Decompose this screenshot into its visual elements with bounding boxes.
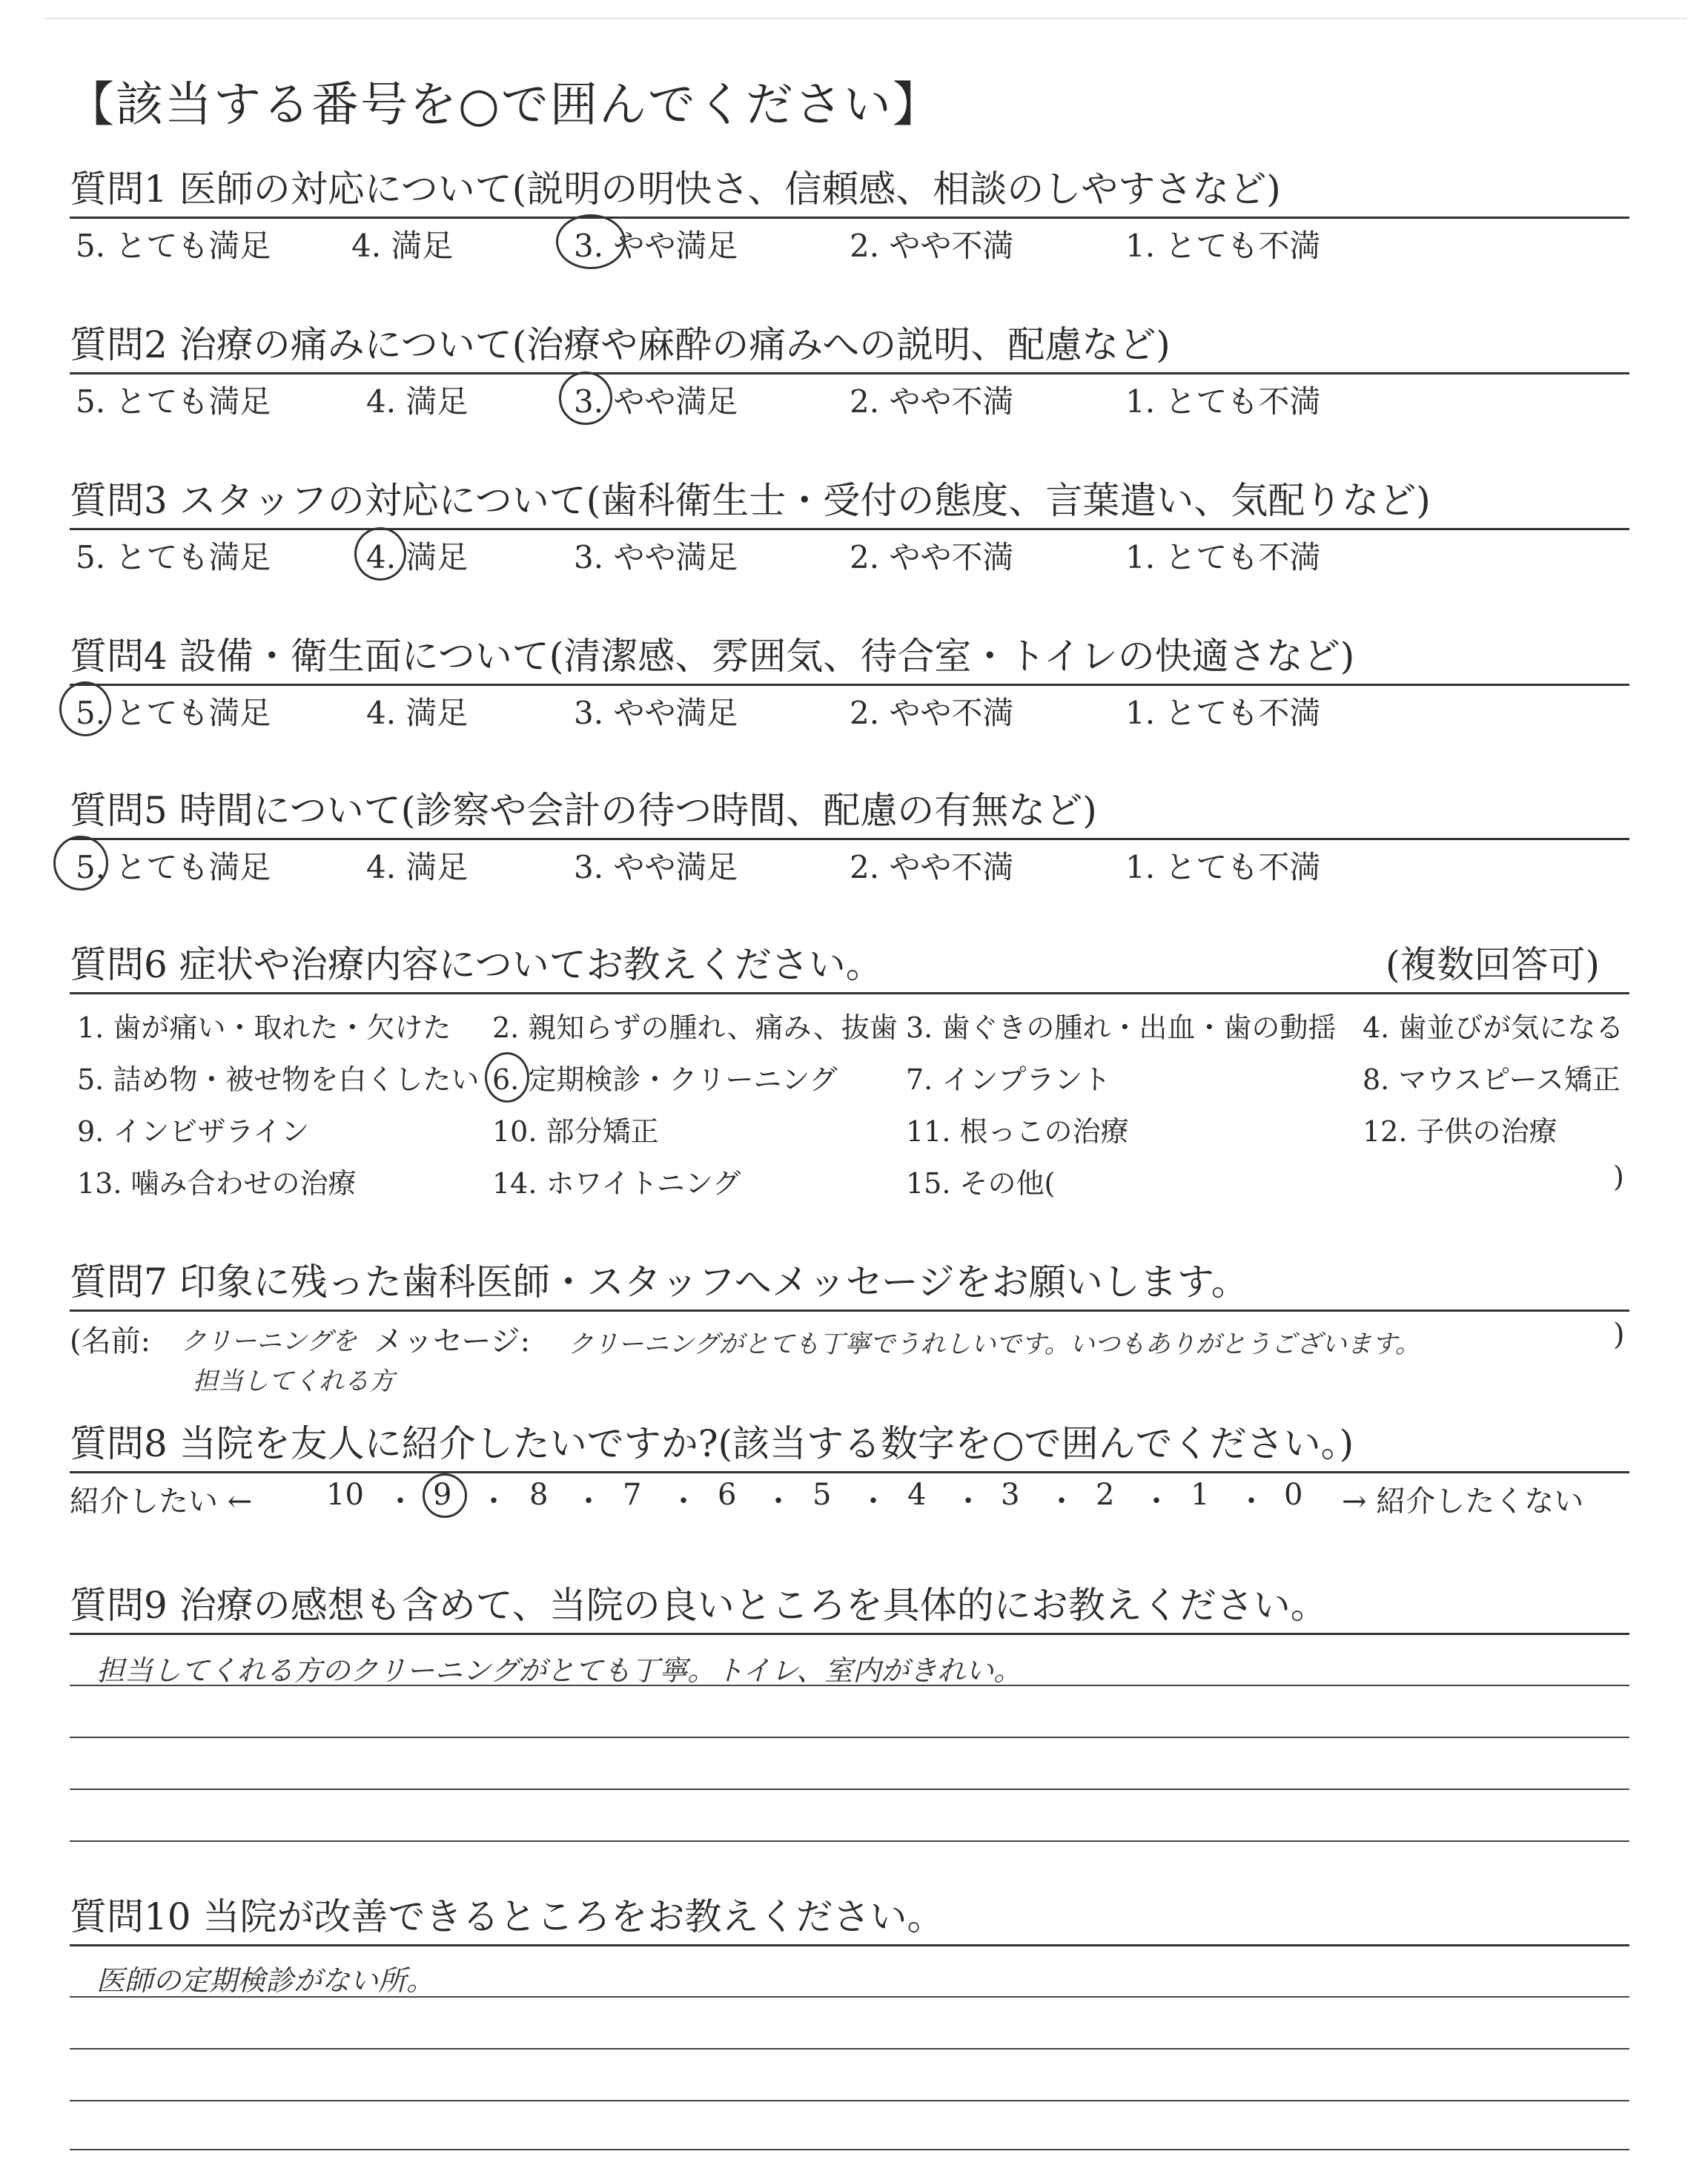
question-7-title: 質問7 印象に残った歯科医師・スタッフへメッセージをお願いします。 [70, 1261, 1248, 1304]
symptom-10[interactable]: 10. 部分矯正 [492, 1115, 659, 1148]
question-10-title: 質問10 当院が改善できるところをお教えください。 [70, 1895, 944, 1938]
scale-9[interactable]: 9 [433, 1478, 452, 1512]
question-7 [70, 1255, 1629, 1401]
scale-left-label: 紹介したい ← [70, 1484, 253, 1519]
scale-separator: ・ [385, 1484, 415, 1519]
option-4[interactable]: 4. 満足 [366, 695, 469, 731]
message-area [70, 1312, 1629, 1401]
good-points-answer[interactable]: 担当してくれる方のクリーニングがとても丁寧。トイレ、室内がきれい。 [96, 1654, 1022, 1687]
scale-separator: ・ [1142, 1484, 1171, 1519]
recommend-scale [70, 1473, 1629, 1521]
symptom-options [70, 994, 1629, 1209]
rule [70, 1633, 1629, 1635]
option-3[interactable]: 3. やや満足 [574, 383, 738, 420]
symptom-12[interactable]: 12. 子供の治療 [1363, 1115, 1558, 1148]
symptom-9[interactable]: 9. インビザライン [77, 1115, 310, 1148]
scale-separator: ・ [953, 1484, 983, 1519]
answer-line [70, 2149, 1629, 2150]
selection-circle [53, 836, 108, 891]
scale-separator: ・ [669, 1484, 698, 1519]
scale-5[interactable]: 5 [812, 1478, 832, 1512]
scale-separator: ・ [1047, 1484, 1076, 1519]
option-1[interactable]: 1. とても不満 [1125, 228, 1321, 264]
answer-line [70, 1996, 1629, 1998]
form-title: 【該当する番号を○で囲んでください】 [67, 78, 941, 133]
symptom-8[interactable]: 8. マウスピース矯正 [1363, 1063, 1621, 1096]
scale-separator: ・ [764, 1484, 793, 1519]
question-1-title: 質問1 医師の対応について(説明の明快さ、信頼感、相談のしやすさなど) [70, 168, 1281, 211]
option-2[interactable]: 2. やや不満 [850, 228, 1014, 264]
scale-4[interactable]: 4 [907, 1478, 927, 1512]
symptom-1[interactable]: 1. 歯が痛い・取れた・欠けた [77, 1011, 451, 1044]
question-5 [70, 783, 1629, 888]
symptom-5[interactable]: 5. 詰め物・被せ物を白くしたい [77, 1063, 480, 1096]
symptom-4[interactable]: 4. 歯並びが気になる [1363, 1011, 1624, 1044]
scale-separator: ・ [858, 1484, 888, 1519]
scale-8[interactable]: 8 [529, 1478, 549, 1512]
top-border [44, 18, 1687, 19]
question-2-options [70, 374, 1629, 422]
option-2[interactable]: 2. やや不満 [850, 539, 1014, 575]
question-2 [70, 317, 1629, 422]
scale-6[interactable]: 6 [718, 1478, 737, 1512]
symptom-15[interactable]: 15. その他( [906, 1167, 1056, 1200]
question-5-options [70, 840, 1629, 888]
answer-line [70, 2100, 1629, 2101]
option-5[interactable]: 5. とても満足 [76, 695, 271, 731]
option-3[interactable]: 3. やや満足 [574, 539, 738, 575]
selection-circle [423, 1473, 467, 1518]
option-5[interactable]: 5. とても満足 [76, 849, 271, 885]
scale-separator: ・ [479, 1484, 509, 1519]
option-5[interactable]: 5. とても満足 [76, 228, 271, 264]
selection-circle [556, 214, 626, 269]
option-1[interactable]: 1. とても不満 [1125, 539, 1321, 575]
scale-1[interactable]: 1 [1191, 1478, 1210, 1512]
question-6-title [70, 937, 1629, 992]
scale-2[interactable]: 2 [1096, 1478, 1115, 1512]
rule [70, 1944, 1629, 1946]
other-close-paren: ) [1613, 1160, 1624, 1193]
scale-separator: ・ [1237, 1484, 1266, 1519]
option-4[interactable]: 4. 満足 [366, 849, 469, 885]
scale-3[interactable]: 3 [1001, 1478, 1020, 1512]
answer-line [70, 1840, 1629, 1842]
question-9 [70, 1578, 1629, 1635]
question-8-title: 質問8 当院を友人に紹介したいですか?(該当する数字を○で囲んでください。) [70, 1422, 1354, 1465]
question-1 [70, 162, 1629, 266]
symptom-6[interactable]: 6. 定期検診・クリーニング [492, 1063, 838, 1096]
name-label: (名前: [70, 1324, 151, 1358]
answer-line [70, 2048, 1629, 2050]
scale-10[interactable]: 10 [326, 1478, 364, 1512]
option-4[interactable]: 4. 満足 [366, 539, 469, 575]
question-3 [70, 473, 1629, 578]
question-9-title: 質問9 治療の感想も含めて、当院の良いところを具体的にお教えください。 [70, 1584, 1328, 1627]
answer-line [70, 1789, 1629, 1790]
option-1[interactable]: 1. とても不満 [1125, 849, 1321, 885]
selection-circle [59, 681, 111, 736]
message-close-paren: ) [1613, 1318, 1625, 1352]
symptom-13[interactable]: 13. 噛み合わせの治療 [77, 1167, 357, 1200]
multiple-answer-note: (複数回答可) [1385, 943, 1600, 986]
message-value[interactable]: クリーニングがとても丁寧でうれしいです。いつもありがとうございます。 [568, 1330, 1420, 1359]
question-4-title: 質問4 設備・衛生面について(清潔感、雰囲気、待合室・トイレの快適さなど) [70, 635, 1355, 678]
question-3-options [70, 530, 1629, 578]
question-5-title: 質問5 時間について(診察や会計の待つ時間、配慮の有無など) [70, 789, 1097, 832]
scale-separator: ・ [574, 1484, 603, 1519]
option-5[interactable]: 5. とても満足 [76, 539, 271, 575]
question-3-title: 質問3 スタッフの対応について(歯科衛生士・受付の態度、言葉遣い、気配りなど) [70, 479, 1431, 522]
question-1-options [70, 219, 1629, 266]
scale-0[interactable]: 0 [1284, 1478, 1303, 1512]
symptom-3[interactable]: 3. 歯ぐきの腫れ・出血・歯の動揺 [906, 1011, 1337, 1044]
option-1[interactable]: 1. とても不満 [1125, 695, 1321, 731]
option-1[interactable]: 1. とても不満 [1125, 383, 1321, 420]
question-2-title: 質問2 治療の痛みについて(治療や麻酔の痛みへの説明、配慮など) [70, 323, 1171, 366]
question-6 [70, 937, 1629, 1209]
scale-right-label: → 紹介したくない [1342, 1484, 1584, 1519]
option-2[interactable]: 2. やや不満 [850, 695, 1014, 731]
symptom-2[interactable]: 2. 親知らずの腫れ、痛み、抜歯 [492, 1011, 898, 1044]
name-value-line-1[interactable]: クリーニングを [181, 1327, 357, 1356]
option-3[interactable]: 3. やや満足 [574, 695, 738, 731]
selection-circle [559, 371, 612, 425]
question-6-label: 質問6 症状や治療内容についてお教えください。 [70, 943, 883, 986]
option-4[interactable]: 4. 満足 [351, 228, 454, 264]
symptom-14[interactable]: 14. ホワイトニング [492, 1167, 741, 1200]
question-4 [70, 629, 1629, 733]
option-3[interactable]: 3. やや満足 [574, 228, 738, 264]
scale-7[interactable]: 7 [623, 1478, 642, 1512]
option-2[interactable]: 2. やや不満 [850, 849, 1014, 885]
improvement-answer[interactable]: 医師の定期検診がない所。 [96, 1964, 435, 1997]
option-2[interactable]: 2. やや不満 [850, 383, 1014, 420]
option-3[interactable]: 3. やや満足 [574, 849, 738, 885]
option-4[interactable]: 4. 満足 [366, 383, 469, 420]
name-value-line-2[interactable]: 担当してくれる方 [193, 1367, 394, 1396]
question-10 [70, 1889, 1629, 1946]
selection-circle [354, 527, 406, 581]
question-4-options [70, 686, 1629, 733]
option-5[interactable]: 5. とても満足 [76, 383, 271, 420]
symptom-11[interactable]: 11. 根っこの治療 [906, 1115, 1129, 1148]
answer-line [70, 1685, 1629, 1686]
answer-line [70, 1737, 1629, 1738]
question-8 [70, 1416, 1629, 1521]
symptom-7[interactable]: 7. インプラント [906, 1063, 1111, 1096]
message-label: メッセージ: [374, 1324, 531, 1358]
selection-circle [485, 1052, 529, 1103]
